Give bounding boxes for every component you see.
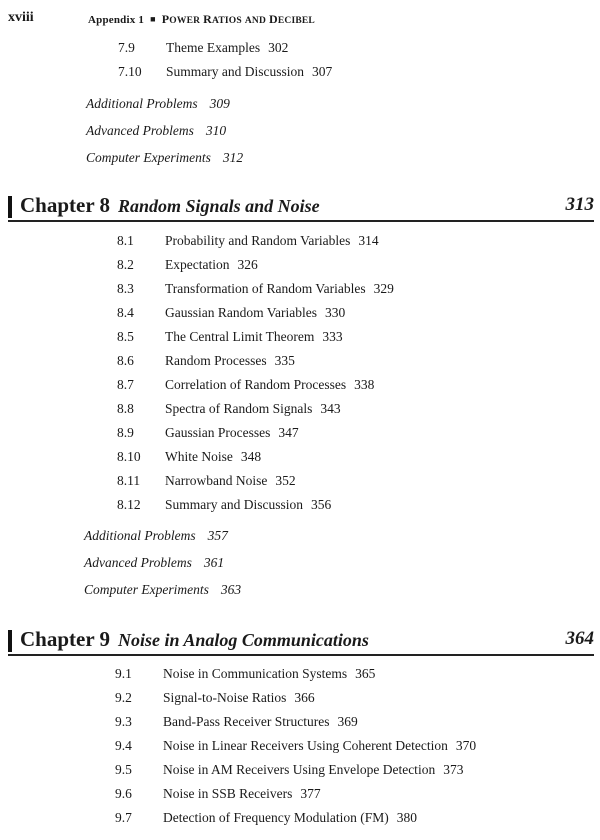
section-title-with-page <box>165 401 341 417</box>
section-page: 302 <box>268 40 289 55</box>
section-page: 338 <box>354 377 375 392</box>
section-page: 333 <box>322 329 343 344</box>
section-title-with-page <box>163 810 417 826</box>
toc-entry[interactable] <box>115 810 417 826</box>
section-number: 8.5 <box>117 329 134 344</box>
chapter-8-heading[interactable] <box>20 193 320 218</box>
bullet-separator-icon: ■ <box>150 14 156 24</box>
section-page: 370 <box>455 738 477 753</box>
toc-extra-entry[interactable] <box>84 582 241 598</box>
section-number: 8.8 <box>117 401 134 416</box>
section-title-with-page <box>163 738 476 754</box>
section-page: 343 <box>320 401 341 416</box>
section-title-with-page <box>163 666 375 682</box>
section-number: 8.11 <box>117 473 141 488</box>
section-title-with-page <box>166 64 332 80</box>
toc-entry[interactable] <box>117 233 379 249</box>
section-number: 9.5 <box>115 762 132 777</box>
toc-extra-entry[interactable] <box>84 528 228 544</box>
chapter-9-title: Noise in Analog Communications <box>118 630 369 650</box>
section-page: 373 <box>443 762 464 777</box>
extra-page: 363 <box>220 582 242 597</box>
toc-entry[interactable] <box>115 666 376 682</box>
topic-word: RATIOS <box>203 12 242 26</box>
toc-entry[interactable] <box>117 377 375 393</box>
extra-page: 312 <box>222 150 244 165</box>
section-number: 9.2 <box>115 690 132 705</box>
toc-entry[interactable] <box>117 425 299 441</box>
toc-extra-entry[interactable] <box>86 96 230 112</box>
chapter-9-label: Chapter 9 <box>20 627 111 651</box>
section-title-with-page <box>166 40 288 56</box>
section-number: 8.2 <box>117 257 134 272</box>
section-page: 377 <box>300 786 321 801</box>
appendix-label: Appendix 1 <box>88 14 145 26</box>
extra-title: Computer Experiments <box>86 150 211 165</box>
extra-page: 310 <box>205 123 227 138</box>
section-title: Noise in Communication Systems <box>163 666 348 681</box>
page-folio: xviii <box>8 10 34 25</box>
extra-title: Advanced Problems <box>84 555 192 570</box>
section-title: Transformation of Random Variables <box>165 281 366 296</box>
extra-title: Additional Problems <box>84 528 196 543</box>
section-title: Noise in SSB Receivers <box>163 786 293 801</box>
section-page: 326 <box>237 257 258 272</box>
section-title-with-page <box>165 305 345 321</box>
section-title: The Central Limit Theorem <box>165 329 315 344</box>
chapter-9-page: 364 <box>565 628 594 649</box>
section-title-with-page <box>163 690 315 706</box>
section-number: 8.9 <box>117 425 134 440</box>
toc-entry[interactable] <box>117 281 394 297</box>
section-title-with-page <box>165 257 258 273</box>
section-title: Detection of Frequency Modulation (FM) <box>163 810 389 825</box>
section-number: 8.6 <box>117 353 134 368</box>
toc-entry[interactable] <box>115 762 464 778</box>
section-number: 9.1 <box>115 666 132 681</box>
toc-entry[interactable] <box>117 329 343 345</box>
chapter-8-marker <box>8 196 12 218</box>
section-page: 329 <box>373 281 394 296</box>
topic-word: DECIBEL <box>268 12 315 26</box>
extra-title: Advanced Problems <box>86 123 194 138</box>
toc-entry[interactable] <box>118 40 289 56</box>
section-title-with-page <box>165 497 331 513</box>
extra-title: Computer Experiments <box>84 582 209 597</box>
toc-extra-entry[interactable] <box>86 150 243 166</box>
section-title: Band-Pass Receiver Structures <box>163 714 330 729</box>
section-page: 314 <box>358 233 379 248</box>
section-number: 9.7 <box>115 810 132 825</box>
toc-entry[interactable] <box>115 786 321 802</box>
extra-page: 357 <box>207 528 228 543</box>
section-page: 330 <box>324 305 346 320</box>
section-page: 356 <box>311 497 332 512</box>
section-title-with-page <box>165 329 343 345</box>
extra-title: Additional Problems <box>86 96 198 111</box>
chapter-9-rule <box>8 654 594 656</box>
section-page: 335 <box>274 353 295 368</box>
chapter-9-heading[interactable] <box>20 627 369 652</box>
toc-entry[interactable] <box>115 690 315 706</box>
chapter-8-title: Random Signals and Noise <box>118 196 320 216</box>
section-title-with-page <box>165 449 261 465</box>
section-title-with-page <box>163 762 463 778</box>
section-title: Spectra of Random Signals <box>165 401 313 416</box>
section-number: 9.3 <box>115 714 132 729</box>
section-title: Correlation of Random Processes <box>165 377 347 392</box>
topic-word: POWER <box>161 12 201 26</box>
chapter-9-marker <box>8 630 12 652</box>
section-number: 8.7 <box>117 377 134 392</box>
section-title: White Noise <box>165 449 233 464</box>
section-number: 8.12 <box>117 497 141 512</box>
section-page: 365 <box>355 666 376 681</box>
running-head <box>88 12 315 27</box>
section-page: 380 <box>396 810 417 825</box>
section-title: Theme Examples <box>166 40 261 55</box>
section-title-with-page <box>165 425 299 441</box>
section-title: Expectation <box>165 257 230 272</box>
extra-page: 361 <box>203 555 225 570</box>
section-title: Gaussian Random Variables <box>165 305 317 320</box>
section-title-with-page <box>165 281 394 297</box>
section-number: 8.4 <box>117 305 134 320</box>
extra-page: 309 <box>209 96 230 111</box>
chapter-8-rule <box>8 220 594 222</box>
toc-entry[interactable] <box>117 305 346 321</box>
section-title: Summary and Discussion <box>165 497 303 512</box>
section-number: 9.6 <box>115 786 132 801</box>
toc-entry[interactable] <box>115 714 358 730</box>
toc-entry[interactable] <box>117 401 341 417</box>
section-title-with-page <box>163 786 321 802</box>
section-title: Narrowband Noise <box>165 473 268 488</box>
toc-entry[interactable] <box>117 449 262 465</box>
section-title: Gaussian Processes <box>165 425 271 440</box>
section-number: 7.9 <box>118 40 135 55</box>
section-number: 8.10 <box>117 449 141 464</box>
toc-entry[interactable] <box>118 64 333 80</box>
chapter-8-page: 313 <box>565 194 594 215</box>
section-page: 369 <box>337 714 358 729</box>
section-title-with-page <box>165 473 296 489</box>
toc-entry[interactable] <box>117 497 332 513</box>
section-page: 307 <box>312 64 333 79</box>
section-page: 352 <box>275 473 296 488</box>
topic-word: AND <box>244 16 267 26</box>
section-title-with-page <box>163 714 358 730</box>
toc-entry[interactable] <box>117 473 296 489</box>
section-page: 348 <box>240 449 262 464</box>
section-title: Signal-to-Noise Ratios <box>163 690 287 705</box>
section-title: Probability and Random Variables <box>165 233 351 248</box>
section-title: Summary and Discussion <box>166 64 304 79</box>
toc-extra-entry[interactable] <box>84 555 224 571</box>
section-title-with-page <box>165 233 379 249</box>
toc-extra-entry[interactable] <box>86 123 226 139</box>
section-number: 8.3 <box>117 281 134 296</box>
toc-entry[interactable] <box>117 353 295 369</box>
section-title-with-page <box>165 377 374 393</box>
toc-entry[interactable] <box>115 738 477 754</box>
section-title-with-page <box>165 353 295 369</box>
toc-entry[interactable] <box>117 257 258 273</box>
section-number: 9.4 <box>115 738 132 753</box>
section-number: 8.1 <box>117 233 134 248</box>
section-page: 347 <box>278 425 299 440</box>
section-number: 7.10 <box>118 64 142 79</box>
chapter-8-label: Chapter 8 <box>20 193 111 217</box>
section-page: 366 <box>294 690 315 705</box>
section-title: Noise in AM Receivers Using Envelope Detection <box>163 762 436 777</box>
section-title: Random Processes <box>165 353 267 368</box>
section-title: Noise in Linear Receivers Using Coherent Detection <box>163 738 448 753</box>
